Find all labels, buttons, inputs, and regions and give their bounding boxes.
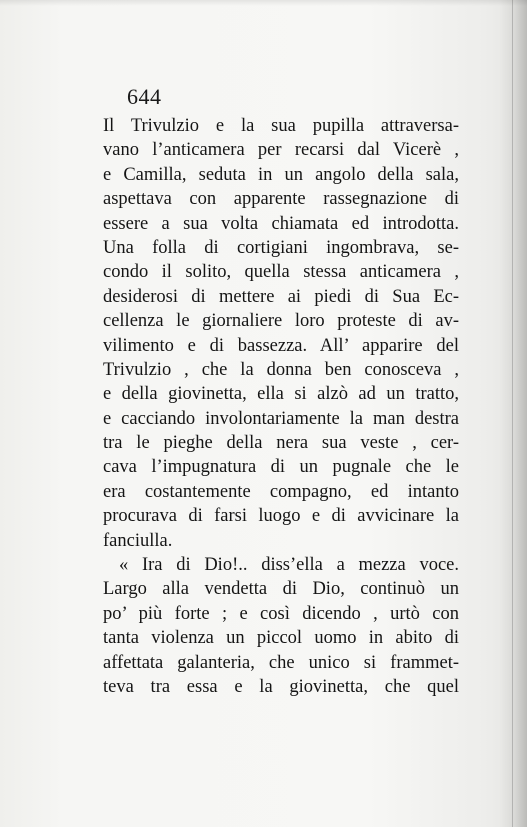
text-line: essere a sua volta chiamata ed introdotta.: [103, 213, 459, 234]
text-line: aspettava con apparente rassegnazione di: [103, 189, 459, 210]
text-line: e della giovinetta, ella si alzò ad un tratto,: [103, 384, 459, 405]
text-line: e cacciando involontariamente la man destra: [103, 408, 459, 429]
text-line: cellenza le giornaliere loro proteste di av-: [103, 311, 459, 332]
text-line: tra le pieghe della nera sua veste , cer-: [103, 433, 459, 454]
text-line: era costantemente compagno, ed intanto: [103, 481, 459, 502]
text-line: vano l’anticamera per recarsi dal Vicerè ,: [103, 140, 459, 161]
text-line: teva tra essa e la giovinetta, che quel: [103, 676, 459, 697]
page-fold-line: [512, 0, 513, 827]
text-line: affettata galanteria, che unico si frammet-: [103, 652, 459, 673]
page-number: 644: [127, 84, 162, 109]
text-line: tanta violenza un piccol uomo in abito di: [103, 628, 459, 649]
text-line: Il Trivulzio e la sua pupilla attraversa-: [103, 116, 459, 136]
text-line: condo il solito, quella stessa anticamera ,: [103, 262, 459, 283]
text-line: fanciulla.: [103, 530, 173, 551]
body-text: [103, 114, 459, 699]
text-line: po’ più forte ; e così dicendo , urtò con: [103, 603, 459, 624]
scan-top-edge: [0, 0, 527, 6]
text-line: Trivulzio , che la donna ben conosceva ,: [103, 359, 459, 380]
text-line: e Camilla, seduta in un angolo della sala,: [103, 164, 459, 185]
text-line: desiderosi di mettere ai piedi di Sua Ec-: [103, 286, 459, 307]
text-line: vilimento e di bassezza. All’ apparire del: [103, 335, 459, 356]
text-line: Largo alla vendetta di Dio, continuò un: [103, 579, 459, 600]
binding-shadow: [499, 0, 527, 827]
text-line: cava l’impugnatura di un pugnale che le: [103, 457, 459, 478]
text-line: Una folla di cortigiani ingombrava, se-: [103, 237, 459, 258]
text-line: « Ira di Dio!.. diss’ella a mezza voce.: [119, 555, 459, 576]
text-line: procurava di farsi luogo e di avvicinare la: [103, 506, 459, 527]
